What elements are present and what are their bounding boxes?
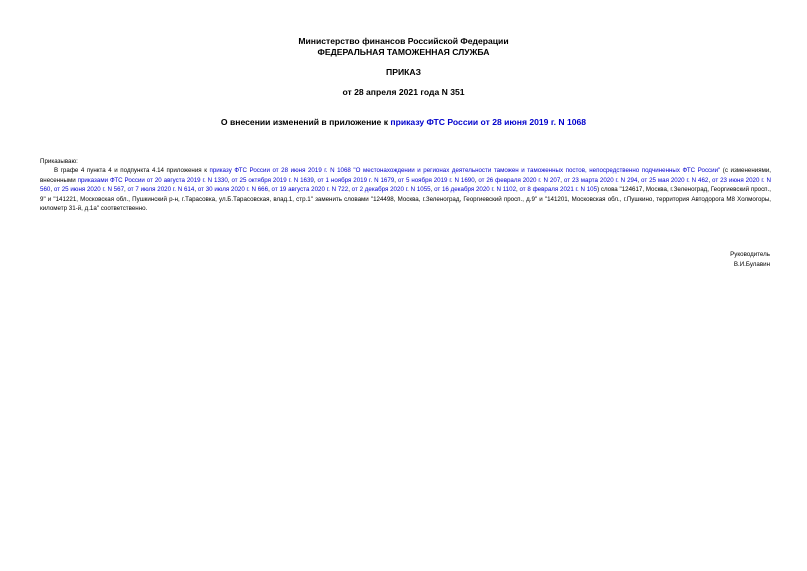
amendment-link[interactable]: от 2 декабря 2020 г. N 1055 <box>351 186 431 194</box>
signature-block <box>730 250 770 270</box>
amendment-link[interactable]: от 8 февраля 2021 г. N 105 <box>519 186 598 194</box>
separator: , <box>430 186 435 194</box>
amendment-link[interactable]: от 23 июня 2020 г. N 560 <box>40 176 771 194</box>
amendment-link[interactable]: от 1 ноября 2019 г. N 1679 <box>317 176 395 184</box>
separator: , <box>50 186 54 194</box>
amendment-link[interactable]: от 16 декабря 2020 г. N 1102 <box>434 186 517 194</box>
paragraph-text: ) слова "124617, Москва, г.Зеленоград, Георгиевский просп., 9" и "141221, Московская обл., Пушкинский р-н, г.Тарасовка, ул.Б.Тарасовская, влад.1, стр.1" заменить словами "124498, Москва, г.Зеленоград, Георгиевский просп., д.9" и "141201, Московская обл., г.Пушкино, территория Автодорога М8 Холмогоры, километр 31-й, д.1а" соответственно. <box>40 186 771 213</box>
amendment-link[interactable]: от 23 марта 2020 г. N 294 <box>563 176 638 184</box>
order-body <box>40 157 771 213</box>
order-title: ПРИКАЗ <box>386 67 421 77</box>
amendment-link[interactable]: от 26 февраля 2020 г. N 207 <box>478 176 561 184</box>
amendment-link[interactable]: от 25 октября 2019 г. N 1639 <box>231 176 314 184</box>
document-header <box>0 36 807 58</box>
separator: , <box>268 186 272 194</box>
amendment-link[interactable]: от 5 ноября 2019 г. N 1690 <box>397 176 475 184</box>
separator: , <box>124 186 128 194</box>
separator: , <box>194 186 198 194</box>
subject-prefix: О внесении изменений в приложение к <box>220 117 391 127</box>
separator: , <box>516 186 520 194</box>
subject-link[interactable]: приказу ФТС России от 28 июня 2019 г. N 1068 <box>390 117 587 127</box>
signatory-position: Руководитель <box>730 251 770 258</box>
order-subject <box>0 117 807 127</box>
paragraph-text: В графе 4 пункта 4 и подпункта 4.14 приложения к <box>54 167 210 175</box>
amendment-link[interactable]: от 25 мая 2020 г. N 462 <box>641 176 709 184</box>
signatory-name: В.И.Булавин <box>733 261 770 268</box>
order-1068-link[interactable]: приказу ФТС России от 28 июня 2019 г. N 1068 "О местонахождении и регионах деятельности таможен и таможенных постов, непосредственно подчиненных ФТС России" <box>209 167 721 175</box>
order-paragraph <box>40 166 771 213</box>
paragraph-text: (с изменениями, внесенными <box>40 167 772 184</box>
separator: , <box>708 176 713 184</box>
intro-text: Приказываю: <box>40 158 78 165</box>
amendment-link[interactable]: от 19 августа 2020 г. N 722 <box>271 186 349 194</box>
separator: , <box>227 176 232 184</box>
separator: , <box>394 176 398 184</box>
separator: , <box>560 176 564 184</box>
amendment-link[interactable]: от 7 июля 2020 г. N 614 <box>127 186 195 194</box>
order-date: от 28 апреля 2021 года N 351 <box>342 87 465 97</box>
amendment-link[interactable]: от 25 июня 2020 г. N 567 <box>53 186 125 194</box>
ministry-name: Министерство финансов Российской Федерации <box>298 36 509 46</box>
separator: , <box>348 186 352 194</box>
separator: , <box>637 176 642 184</box>
amendment-link[interactable]: приказами ФТС России от 20 августа 2019 г. N 1330 <box>77 176 228 184</box>
separator: , <box>313 176 318 184</box>
amendment-link[interactable]: от 30 июля 2020 г. N 666 <box>197 186 269 194</box>
separator: , <box>474 176 479 184</box>
service-name: ФЕДЕРАЛЬНАЯ ТАМОЖЕННАЯ СЛУЖБА <box>317 47 490 57</box>
